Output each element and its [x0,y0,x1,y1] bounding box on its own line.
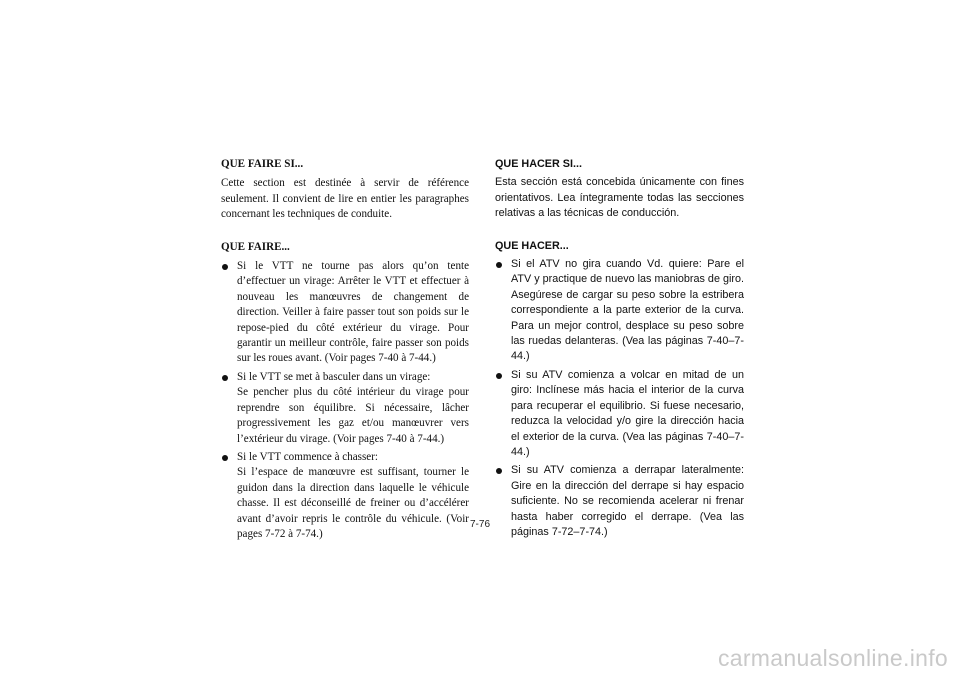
french-bullet-text: Si le VTT ne tourne pas alors qu’on tente d’effectuer un virage: Arrêter le VTT et effectuer à nouveau les manœuvres de changement de direction. Veiller à faire passer tout son poids sur le repose-pied du côté extérieur du virage. Pour garantir un meilleur contrôle, faire passer son poids sur les roues avant. (Voir pages 7-40 à 7-44.) [237,260,469,365]
bullet-icon [496,468,502,474]
bullet-icon [222,455,228,461]
spanish-bullet-text: Si el ATV no gira cuando Vd. quiere: Pare el ATV y practique de nuevo las maniobras de giro. Asegúrese de cargar su peso sobre la estribera correspondiente a la parte exterior de la curva. Para un mejor control, desplace su peso sobre las ruedas delanteras. (Vea las páginas 7-40–7-44.) [511,258,744,363]
spanish-bullet-text: Si su ATV comienza a derrapar lateralmente: Gire en la dirección del derrape si hay espacio suficiente. No se recomienda acelerar ni frenar hasta haber corregido el derrape. (Vea las páginas 7-72–7-74.) [511,464,744,538]
spanish-bullet-list [495,257,744,540]
french-title: QUE FAIRE SI... [221,158,304,170]
spanish-bullet-item [495,368,744,460]
bullet-icon [222,375,228,381]
french-bullet-item [221,259,469,367]
spanish-bullet-item [495,463,744,540]
spanish-title: QUE HACER SI... [495,158,582,170]
french-bullet-text: Se pencher plus du côté intérieur du virage pour reprendre son équilibre. Si nécessaire, lâcher progressivement les gaz et/ou manœuvrer vers l’extérieur du virage. (Voir pages 7-40 à 7-44.) [237,386,469,445]
french-bullet-item [221,370,469,447]
watermark: carmanualsonline.info [717,645,948,671]
french-bullet-lead: Si le VTT se met à basculer dans un virage: [237,370,431,383]
spanish-bullet-item [495,257,744,365]
french-subtitle: QUE FAIRE... [221,240,290,253]
french-bullet-list [221,259,469,542]
spanish-subtitle: QUE HACER... [495,239,569,252]
page-number: 7-76 [469,519,490,530]
french-bullet-item [221,450,469,542]
french-bullet-lead: Si le VTT commence à chasser: [237,450,378,463]
french-bullet-text: Si l’espace de manœuvre est suffisant, tourner le guidon dans la direction dans laquelle le véhicule chasse. Il est déconseillé de freiner ou d’accélérer avant d’avoir repris le contrôle du véhicule. (Voir pages 7-72 à 7-74.) [237,466,469,540]
spanish-bullet-text: Si su ATV comienza a volcar en mitad de un giro: Inclínese más hacia el interior de la curva para recuperar el equilibrio. Si fuese necesario, reduzca la velocidad y/o gire la dirección hacia el exterior de la curva. (Vea las páginas 7-40–7-44.) [511,368,744,458]
spanish-intro: Esta sección está concebida únicamente con fines orientativos. Lea íntegramente todas las secciones relativas a las técnicas de conducción. [495,176,744,220]
bullet-icon [222,264,228,270]
french-column [221,157,469,545]
french-intro: Cette section est destinée à servir de référence seulement. Il convient de lire en entier les paragraphes concernant les techniques de conduite. [221,177,469,221]
bullet-icon [496,262,502,268]
spanish-column [495,157,744,543]
bullet-icon [496,373,502,379]
